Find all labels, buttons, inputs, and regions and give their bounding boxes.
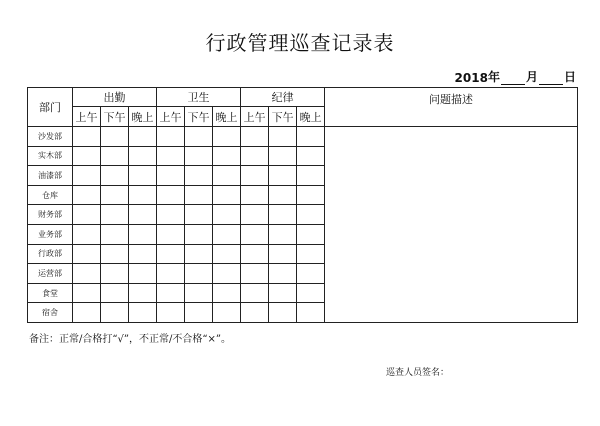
check-cell[interactable]	[241, 205, 269, 225]
check-cell[interactable]	[129, 283, 157, 303]
period-header: 下午	[185, 107, 213, 127]
check-cell[interactable]	[157, 283, 185, 303]
check-cell[interactable]	[129, 264, 157, 284]
check-cell[interactable]	[157, 303, 185, 323]
check-cell[interactable]	[185, 224, 213, 244]
check-cell[interactable]	[101, 185, 129, 205]
check-cell[interactable]	[129, 166, 157, 186]
dept-name: 宿舍	[28, 303, 73, 323]
check-cell[interactable]	[129, 303, 157, 323]
dept-name: 食堂	[28, 283, 73, 303]
check-cell[interactable]	[213, 185, 241, 205]
check-cell[interactable]	[129, 244, 157, 264]
check-cell[interactable]	[213, 303, 241, 323]
check-cell[interactable]	[129, 224, 157, 244]
check-cell[interactable]	[101, 264, 129, 284]
check-cell[interactable]	[213, 224, 241, 244]
check-cell[interactable]	[297, 283, 325, 303]
check-cell[interactable]	[269, 264, 297, 284]
group-attendance-header: 出勤	[73, 88, 157, 107]
period-header: 下午	[101, 107, 129, 127]
dept-name: 财务部	[28, 205, 73, 225]
check-cell[interactable]	[297, 146, 325, 166]
check-cell[interactable]	[101, 224, 129, 244]
check-cell[interactable]	[73, 205, 101, 225]
dept-name: 运营部	[28, 264, 73, 284]
period-header: 下午	[269, 107, 297, 127]
check-cell[interactable]	[101, 244, 129, 264]
check-cell[interactable]	[269, 205, 297, 225]
check-cell[interactable]	[241, 283, 269, 303]
group-discipline-header: 纪律	[241, 88, 325, 107]
check-cell[interactable]	[269, 303, 297, 323]
check-cell[interactable]	[157, 264, 185, 284]
check-cell[interactable]	[129, 205, 157, 225]
check-cell[interactable]	[73, 166, 101, 186]
check-cell[interactable]	[129, 146, 157, 166]
check-cell[interactable]	[101, 146, 129, 166]
check-cell[interactable]	[185, 264, 213, 284]
check-cell[interactable]	[269, 127, 297, 147]
check-cell[interactable]	[157, 205, 185, 225]
check-cell[interactable]	[241, 224, 269, 244]
inspection-table	[27, 87, 578, 323]
month-blank[interactable]	[501, 72, 525, 85]
check-cell[interactable]	[157, 127, 185, 147]
dept-name: 沙发部	[28, 127, 73, 147]
check-cell[interactable]	[73, 224, 101, 244]
check-cell[interactable]	[213, 283, 241, 303]
check-cell[interactable]	[297, 224, 325, 244]
check-cell[interactable]	[185, 244, 213, 264]
date-year-suffix: 年	[487, 70, 500, 84]
check-cell[interactable]	[297, 166, 325, 186]
check-cell[interactable]	[157, 146, 185, 166]
check-cell[interactable]	[213, 127, 241, 147]
check-cell[interactable]	[185, 205, 213, 225]
check-cell[interactable]	[157, 224, 185, 244]
check-cell[interactable]	[73, 244, 101, 264]
check-cell[interactable]	[101, 127, 129, 147]
date-day-suffix: 日	[563, 70, 576, 84]
check-cell[interactable]	[269, 166, 297, 186]
dept-name: 仓库	[28, 185, 73, 205]
dept-name: 行政部	[28, 244, 73, 264]
check-cell[interactable]	[73, 185, 101, 205]
problem-description-cell[interactable]	[325, 127, 578, 323]
check-cell[interactable]	[213, 205, 241, 225]
check-cell[interactable]	[241, 127, 269, 147]
check-cell[interactable]	[213, 244, 241, 264]
check-cell[interactable]	[101, 303, 129, 323]
check-cell[interactable]	[101, 205, 129, 225]
check-cell[interactable]	[213, 264, 241, 284]
check-cell[interactable]	[101, 166, 129, 186]
check-cell[interactable]	[129, 127, 157, 147]
check-cell[interactable]	[269, 146, 297, 166]
check-cell[interactable]	[101, 283, 129, 303]
check-cell[interactable]	[157, 185, 185, 205]
check-cell[interactable]	[297, 264, 325, 284]
period-header: 晚上	[129, 107, 157, 127]
date-month-suffix: 月	[525, 70, 538, 84]
period-header: 上午	[157, 107, 185, 127]
day-blank[interactable]	[539, 72, 563, 85]
dept-name: 实木部	[28, 146, 73, 166]
group-hygiene-header: 卫生	[157, 88, 241, 107]
signature-label: 巡查人员签名：	[386, 368, 450, 378]
check-cell[interactable]	[185, 146, 213, 166]
date-line	[455, 68, 576, 85]
period-header: 上午	[241, 107, 269, 127]
check-cell[interactable]	[269, 224, 297, 244]
check-cell[interactable]	[269, 283, 297, 303]
page-title: 行政管理巡查记录表	[205, 31, 395, 55]
dept-header: 部门	[28, 88, 73, 127]
check-cell[interactable]	[73, 127, 101, 147]
check-cell[interactable]	[213, 146, 241, 166]
check-cell[interactable]	[157, 244, 185, 264]
check-cell[interactable]	[241, 146, 269, 166]
check-cell[interactable]	[297, 185, 325, 205]
check-cell[interactable]	[297, 244, 325, 264]
dept-name: 业务部	[28, 224, 73, 244]
check-cell[interactable]	[269, 185, 297, 205]
period-header: 晚上	[213, 107, 241, 127]
check-cell[interactable]	[185, 283, 213, 303]
dept-name: 油漆部	[28, 166, 73, 186]
note-text: 备注：正常/合格打“√”，不正常/不合格“×”。	[29, 334, 231, 345]
check-cell[interactable]	[297, 205, 325, 225]
table-row	[28, 127, 578, 147]
check-cell[interactable]	[73, 283, 101, 303]
check-cell[interactable]	[129, 185, 157, 205]
check-cell[interactable]	[241, 185, 269, 205]
check-cell[interactable]	[297, 303, 325, 323]
check-cell[interactable]	[241, 166, 269, 186]
period-header: 上午	[73, 107, 101, 127]
check-cell[interactable]	[185, 303, 213, 323]
check-cell[interactable]	[73, 303, 101, 323]
date-year: 2018	[454, 71, 488, 85]
check-cell[interactable]	[269, 244, 297, 264]
check-cell[interactable]	[241, 264, 269, 284]
check-cell[interactable]	[185, 127, 213, 147]
check-cell[interactable]	[185, 185, 213, 205]
check-cell[interactable]	[241, 303, 269, 323]
check-cell[interactable]	[157, 166, 185, 186]
period-header: 晚上	[297, 107, 325, 127]
check-cell[interactable]	[73, 146, 101, 166]
check-cell[interactable]	[241, 244, 269, 264]
check-cell[interactable]	[297, 127, 325, 147]
check-cell[interactable]	[73, 264, 101, 284]
problem-header: 问题描述	[325, 88, 578, 127]
check-cell[interactable]	[185, 166, 213, 186]
check-cell[interactable]	[213, 166, 241, 186]
